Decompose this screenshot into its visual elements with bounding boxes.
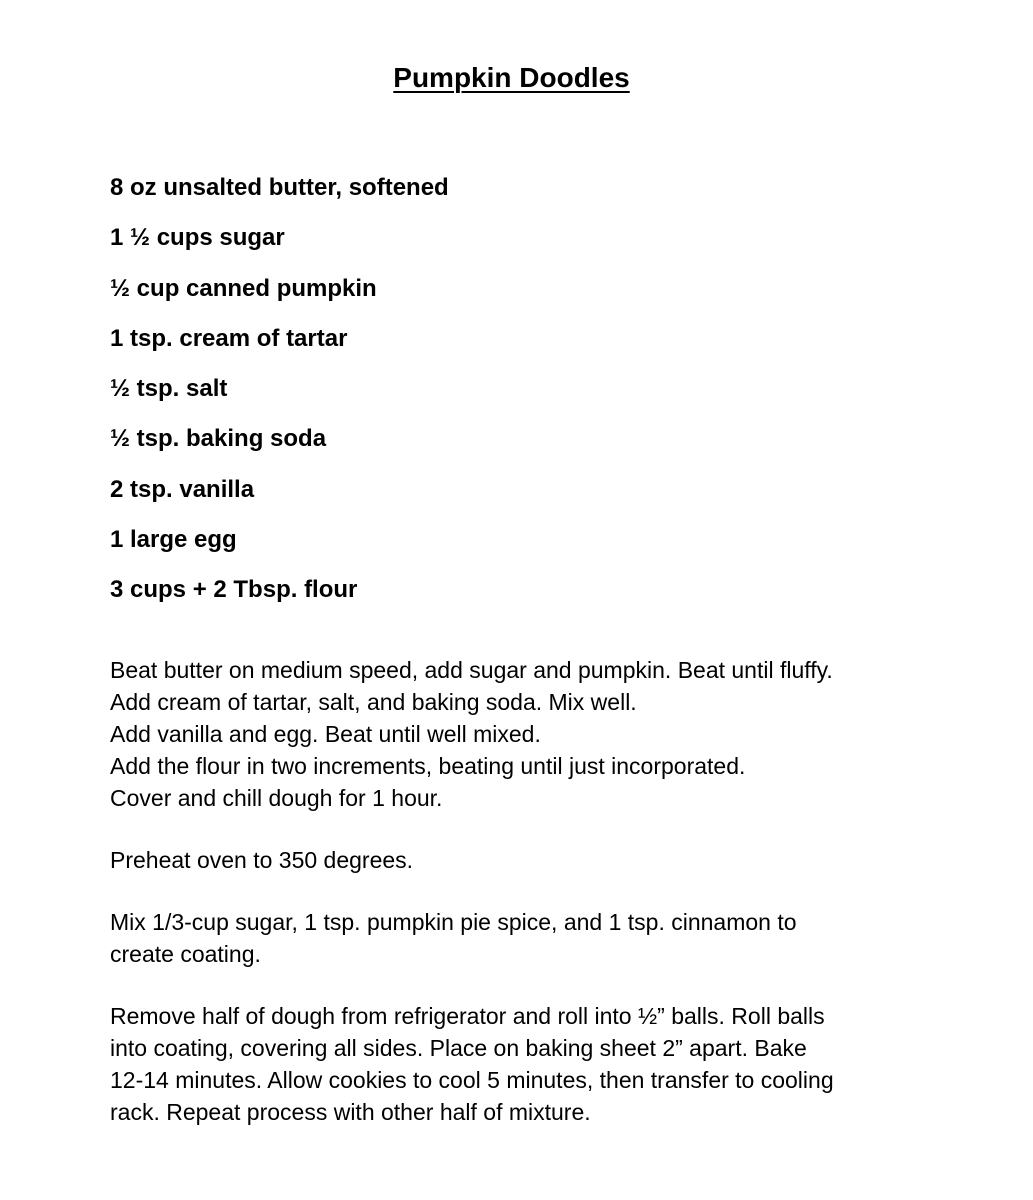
ingredient-item: ½ cup canned pumpkin (110, 274, 377, 302)
ingredient-item: 8 oz unsalted butter, softened (110, 174, 449, 201)
paragraph-gap (110, 814, 910, 844)
ingredient-item: ½ tsp. baking soda (110, 425, 327, 453)
instruction-line: 12-14 minutes. Allow cookies to cool 5 minutes, then transfer to cooling (110, 1067, 834, 1093)
instruction-line: Cover and chill dough for 1 hour. (110, 785, 443, 811)
instruction-paragraph-preheat (110, 844, 910, 876)
instruction-line: Beat butter on medium speed, add sugar and pumpkin. Beat until fluffy. (110, 657, 833, 683)
instruction-line: into coating, covering all sides. Place on baking sheet 2” apart. Bake (110, 1035, 807, 1061)
ingredient-item: 1 tsp. cream of tartar (110, 324, 348, 352)
instruction-line: rack. Repeat process with other half of mixture. (110, 1099, 591, 1125)
instruction-line: Mix 1/3-cup sugar, 1 tsp. pumpkin pie spice, and 1 tsp. cinnamon to (110, 909, 797, 935)
instruction-line: create coating. (110, 941, 261, 967)
ingredient-list (110, 172, 449, 625)
ingredient-item: ½ tsp. salt (110, 375, 228, 403)
instruction-paragraph-coating (110, 906, 910, 970)
ingredient-item: 2 tsp. vanilla (110, 475, 255, 503)
instruction-paragraph-baking (110, 1000, 910, 1128)
ingredient-item: 1 large egg (110, 526, 237, 554)
instruction-line: Add vanilla and egg. Beat until well mixed. (110, 721, 541, 747)
recipe-title: Pumpkin Doodles (393, 62, 630, 93)
instructions (110, 654, 910, 1128)
instruction-line: Remove half of dough from refrigerator and roll into ½” balls. Roll balls (110, 1003, 825, 1029)
instruction-line: Add cream of tartar, salt, and baking soda. Mix well. (110, 689, 637, 715)
paragraph-gap (110, 876, 910, 906)
paragraph-gap (110, 970, 910, 1000)
ingredient-item: 1 ½ cups sugar (110, 224, 285, 252)
ingredient-item: 3 cups + 2 Tbsp. flour (110, 576, 358, 604)
instruction-paragraph-mixing (110, 654, 910, 814)
instruction-line: Preheat oven to 350 degrees. (110, 847, 414, 873)
instruction-line: Add the flour in two increments, beating until just incorporated. (110, 753, 746, 779)
